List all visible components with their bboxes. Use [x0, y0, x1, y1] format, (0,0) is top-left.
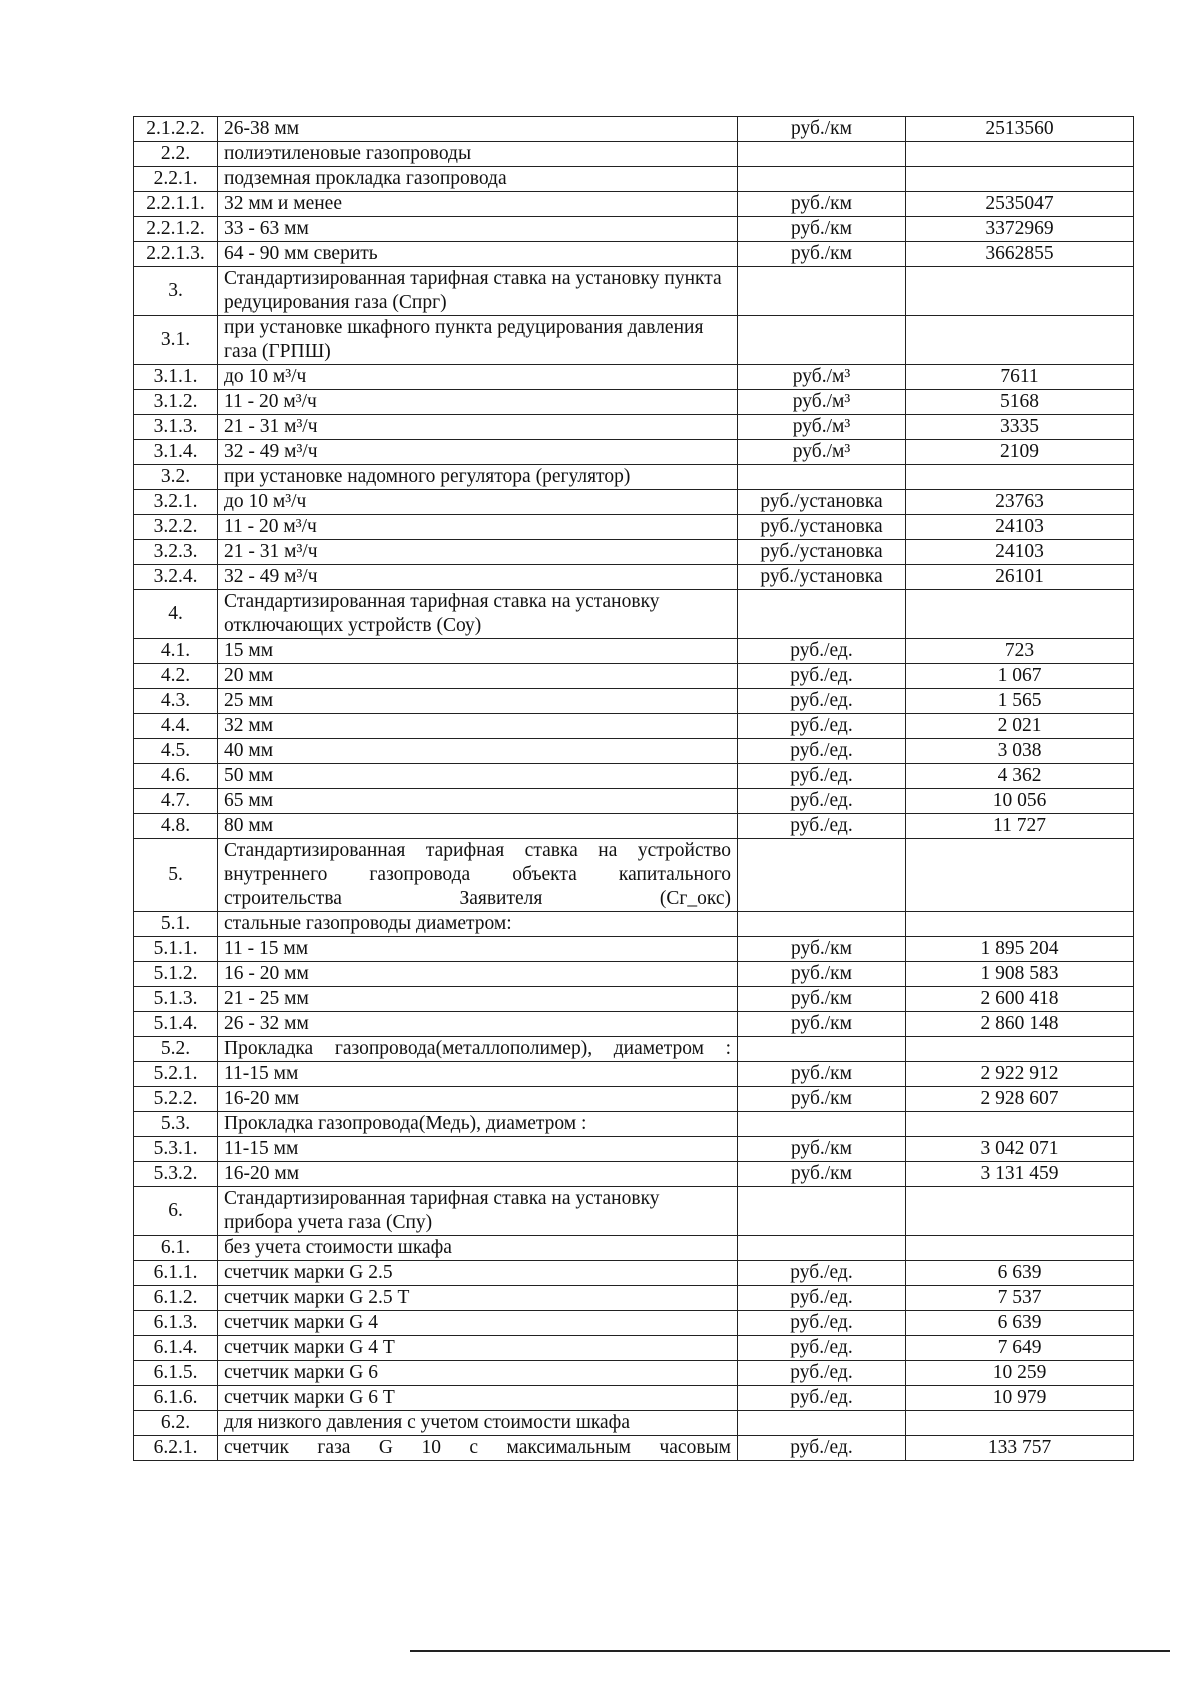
row-name: 33 - 63 мм [218, 217, 738, 242]
row-name: счетчик марки G 2.5 [218, 1261, 738, 1286]
table-row [134, 490, 1134, 515]
row-code: 5.1. [134, 912, 218, 937]
table-row [134, 1062, 1134, 1087]
row-code: 4.6. [134, 764, 218, 789]
row-name: счетчик марки G 6 Т [218, 1386, 738, 1411]
row-value: 3 042 071 [906, 1137, 1134, 1162]
row-name: счетчик газа G 10 с максимальным часовым [218, 1436, 738, 1461]
row-unit: руб./км [738, 962, 906, 987]
table-row [134, 167, 1134, 192]
table-row [134, 1187, 1134, 1236]
row-name: 32 - 49 м³/ч [218, 565, 738, 590]
row-code: 3.2.3. [134, 540, 218, 565]
row-unit [738, 1187, 906, 1236]
table-row [134, 664, 1134, 689]
row-code: 5.2. [134, 1037, 218, 1062]
row-code: 6.1.5. [134, 1361, 218, 1386]
row-value [906, 1187, 1134, 1236]
row-value: 4 362 [906, 764, 1134, 789]
row-name: 11 - 15 мм [218, 937, 738, 962]
row-value: 133 757 [906, 1436, 1134, 1461]
row-code: 2.2.1.1. [134, 192, 218, 217]
row-code: 5.1.2. [134, 962, 218, 987]
row-value: 10 056 [906, 789, 1134, 814]
row-unit: руб./ед. [738, 714, 906, 739]
row-code: 5.3. [134, 1112, 218, 1137]
row-value [906, 1236, 1134, 1261]
row-name: до 10 м³/ч [218, 365, 738, 390]
row-unit: руб./км [738, 1137, 906, 1162]
row-name: счетчик марки G 4 Т [218, 1336, 738, 1361]
row-code: 6.1. [134, 1236, 218, 1261]
table-row [134, 1012, 1134, 1037]
row-value: 7 649 [906, 1336, 1134, 1361]
row-code: 6.1.2. [134, 1286, 218, 1311]
row-unit: руб./м³ [738, 440, 906, 465]
table-row [134, 962, 1134, 987]
row-name: Прокладка газопровода(металлополимер), диаметром : [218, 1037, 738, 1062]
row-unit: руб./км [738, 217, 906, 242]
row-value: 723 [906, 639, 1134, 664]
row-name: 20 мм [218, 664, 738, 689]
row-unit: руб./установка [738, 490, 906, 515]
row-unit: руб./ед. [738, 664, 906, 689]
row-value: 11 727 [906, 814, 1134, 839]
row-value: 6 639 [906, 1311, 1134, 1336]
row-code: 4.3. [134, 689, 218, 714]
row-value: 10 979 [906, 1386, 1134, 1411]
table-row [134, 192, 1134, 217]
table-row [134, 465, 1134, 490]
row-name: 16-20 мм [218, 1162, 738, 1187]
row-value [906, 267, 1134, 316]
row-value: 3 131 459 [906, 1162, 1134, 1187]
row-value [906, 590, 1134, 639]
row-name: 21 - 31 м³/ч [218, 415, 738, 440]
row-unit [738, 590, 906, 639]
row-unit: руб./ед. [738, 764, 906, 789]
table-row [134, 590, 1134, 639]
table-row [134, 789, 1134, 814]
row-code: 6.2. [134, 1411, 218, 1436]
footer-rule [410, 1650, 1170, 1652]
table-row [134, 1361, 1134, 1386]
row-name: 32 мм [218, 714, 738, 739]
row-code: 2.1.2.2. [134, 117, 218, 142]
row-name: Прокладка газопровода(Медь), диаметром : [218, 1112, 738, 1137]
row-unit: руб./установка [738, 565, 906, 590]
row-value: 24103 [906, 515, 1134, 540]
row-unit: руб./ед. [738, 1336, 906, 1361]
row-name: при установке шкафного пункта редуцирования давления газа (ГРПШ) [218, 316, 738, 365]
table-row [134, 987, 1134, 1012]
row-code: 3. [134, 267, 218, 316]
row-unit: руб./км [738, 1012, 906, 1037]
table-row [134, 739, 1134, 764]
row-code: 3.1.1. [134, 365, 218, 390]
row-name: 16 - 20 мм [218, 962, 738, 987]
row-unit: руб./м³ [738, 415, 906, 440]
row-code: 5.1.1. [134, 937, 218, 962]
tariff-table [133, 116, 1134, 1461]
row-name: счетчик марки G 4 [218, 1311, 738, 1336]
row-code: 3.1.3. [134, 415, 218, 440]
table-row [134, 839, 1134, 912]
row-name: 50 мм [218, 764, 738, 789]
row-code: 5.1.4. [134, 1012, 218, 1037]
row-unit [738, 839, 906, 912]
row-code: 3.2.4. [134, 565, 218, 590]
row-code: 6.2.1. [134, 1436, 218, 1461]
row-value: 10 259 [906, 1361, 1134, 1386]
row-code: 6.1.6. [134, 1386, 218, 1411]
row-code: 4.4. [134, 714, 218, 739]
row-unit [738, 142, 906, 167]
row-name: стальные газопроводы диаметром: [218, 912, 738, 937]
table-row [134, 117, 1134, 142]
row-unit: руб./км [738, 242, 906, 267]
row-unit [738, 465, 906, 490]
row-value: 1 895 204 [906, 937, 1134, 962]
row-code: 2.2.1. [134, 167, 218, 192]
row-unit: руб./установка [738, 515, 906, 540]
row-unit: руб./ед. [738, 639, 906, 664]
table-row [134, 1386, 1134, 1411]
row-code: 4.7. [134, 789, 218, 814]
table-row [134, 365, 1134, 390]
row-unit [738, 267, 906, 316]
row-unit: руб./м³ [738, 365, 906, 390]
row-code: 3.1.2. [134, 390, 218, 415]
table-body [134, 117, 1134, 1461]
row-unit: руб./ед. [738, 1361, 906, 1386]
row-name: 21 - 31 м³/ч [218, 540, 738, 565]
row-code: 5. [134, 839, 218, 912]
row-value: 24103 [906, 540, 1134, 565]
table-row [134, 267, 1134, 316]
row-name: 25 мм [218, 689, 738, 714]
table-row [134, 142, 1134, 167]
row-value: 3335 [906, 415, 1134, 440]
row-name: подземная прокладка газопровода [218, 167, 738, 192]
row-name: до 10 м³/ч [218, 490, 738, 515]
row-code: 6.1.4. [134, 1336, 218, 1361]
row-code: 4.2. [134, 664, 218, 689]
row-name: 26 - 32 мм [218, 1012, 738, 1037]
row-unit: руб./ед. [738, 789, 906, 814]
row-unit: руб./км [738, 987, 906, 1012]
row-value [906, 1037, 1134, 1062]
row-value [906, 167, 1134, 192]
row-code: 4. [134, 590, 218, 639]
table-row [134, 1336, 1134, 1361]
row-value [906, 912, 1134, 937]
row-value: 2109 [906, 440, 1134, 465]
row-value: 3372969 [906, 217, 1134, 242]
table-row [134, 1411, 1134, 1436]
row-name: 11 - 20 м³/ч [218, 515, 738, 540]
table-row [134, 689, 1134, 714]
row-code: 3.1.4. [134, 440, 218, 465]
table-row [134, 764, 1134, 789]
row-unit: руб./м³ [738, 390, 906, 415]
row-name: 11-15 мм [218, 1137, 738, 1162]
row-code: 3.2.2. [134, 515, 218, 540]
row-code: 6. [134, 1187, 218, 1236]
row-value: 2513560 [906, 117, 1134, 142]
row-value: 7611 [906, 365, 1134, 390]
table-row [134, 242, 1134, 267]
row-unit: руб./ед. [738, 1436, 906, 1461]
row-value: 2535047 [906, 192, 1134, 217]
row-name: 32 мм и менее [218, 192, 738, 217]
row-value: 1 908 583 [906, 962, 1134, 987]
row-value [906, 839, 1134, 912]
row-unit: руб./ед. [738, 739, 906, 764]
row-value [906, 465, 1134, 490]
row-name: 11 - 20 м³/ч [218, 390, 738, 415]
row-unit: руб./ед. [738, 1311, 906, 1336]
row-value: 2 928 607 [906, 1087, 1134, 1112]
table-row [134, 1436, 1134, 1461]
row-unit: руб./ед. [738, 814, 906, 839]
row-unit: руб./км [738, 1062, 906, 1087]
row-name: для низкого давления с учетом стоимости шкафа [218, 1411, 738, 1436]
row-code: 3.1. [134, 316, 218, 365]
row-value: 6 639 [906, 1261, 1134, 1286]
row-value: 1 565 [906, 689, 1134, 714]
row-value: 1 067 [906, 664, 1134, 689]
table-row [134, 1112, 1134, 1137]
table-row [134, 316, 1134, 365]
row-name: Стандартизированная тарифная ставка на установку прибора учета газа (Спу) [218, 1187, 738, 1236]
row-unit [738, 316, 906, 365]
row-value [906, 316, 1134, 365]
table-row [134, 540, 1134, 565]
row-unit: руб./ед. [738, 689, 906, 714]
table-row [134, 217, 1134, 242]
row-value: 26101 [906, 565, 1134, 590]
table-row [134, 714, 1134, 739]
row-name: Стандартизированная тарифная ставка на устройство внутреннего газопровода объекта капитального строительства Заявителя (Сг_окс) [218, 839, 738, 912]
row-unit [738, 1112, 906, 1137]
row-name: 21 - 25 мм [218, 987, 738, 1012]
table-row [134, 912, 1134, 937]
row-unit: руб./км [738, 117, 906, 142]
row-value: 23763 [906, 490, 1134, 515]
row-name: 80 мм [218, 814, 738, 839]
row-code: 5.1.3. [134, 987, 218, 1012]
row-unit [738, 167, 906, 192]
table-row [134, 1261, 1134, 1286]
row-unit: руб./ед. [738, 1286, 906, 1311]
row-code: 5.2.1. [134, 1062, 218, 1087]
table-row [134, 1162, 1134, 1187]
table-row [134, 440, 1134, 465]
row-name: 11-15 мм [218, 1062, 738, 1087]
row-code: 2.2. [134, 142, 218, 167]
row-value [906, 142, 1134, 167]
row-name: 64 - 90 мм сверить [218, 242, 738, 267]
row-code: 3.2. [134, 465, 218, 490]
row-value: 5168 [906, 390, 1134, 415]
table-row [134, 515, 1134, 540]
row-value: 2 922 912 [906, 1062, 1134, 1087]
table-row [134, 415, 1134, 440]
table-row [134, 565, 1134, 590]
table-row [134, 1236, 1134, 1261]
row-code: 6.1.1. [134, 1261, 218, 1286]
row-name: счетчик марки G 2.5 Т [218, 1286, 738, 1311]
row-unit: руб./ед. [738, 1261, 906, 1286]
row-unit: руб./км [738, 1087, 906, 1112]
row-name: 40 мм [218, 739, 738, 764]
row-code: 4.1. [134, 639, 218, 664]
table-row [134, 1037, 1134, 1062]
row-unit [738, 912, 906, 937]
row-unit [738, 1236, 906, 1261]
row-code: 2.2.1.2. [134, 217, 218, 242]
row-value: 3 038 [906, 739, 1134, 764]
row-name: при установке надомного регулятора (регулятор) [218, 465, 738, 490]
table-row [134, 814, 1134, 839]
row-unit: руб./км [738, 937, 906, 962]
row-code: 5.3.2. [134, 1162, 218, 1187]
row-value: 7 537 [906, 1286, 1134, 1311]
row-code: 3.2.1. [134, 490, 218, 515]
row-value: 2 021 [906, 714, 1134, 739]
row-code: 5.3.1. [134, 1137, 218, 1162]
row-name: 32 - 49 м³/ч [218, 440, 738, 465]
row-name: полиэтиленовые газопроводы [218, 142, 738, 167]
row-name: 16-20 мм [218, 1087, 738, 1112]
row-unit [738, 1411, 906, 1436]
row-unit: руб./ед. [738, 1386, 906, 1411]
row-unit: руб./км [738, 1162, 906, 1187]
row-name: Стандартизированная тарифная ставка на установку пункта редуцирования газа (Спрг) [218, 267, 738, 316]
row-code: 4.5. [134, 739, 218, 764]
row-name: Стандартизированная тарифная ставка на установку отключающих устройств (Соу) [218, 590, 738, 639]
row-value: 3662855 [906, 242, 1134, 267]
row-value: 2 860 148 [906, 1012, 1134, 1037]
table-row [134, 937, 1134, 962]
table-row [134, 1286, 1134, 1311]
row-value: 2 600 418 [906, 987, 1134, 1012]
row-unit: руб./установка [738, 540, 906, 565]
table-row [134, 1137, 1134, 1162]
row-name: 26-38 мм [218, 117, 738, 142]
table-row [134, 639, 1134, 664]
row-value [906, 1112, 1134, 1137]
row-unit: руб./км [738, 192, 906, 217]
row-code: 6.1.3. [134, 1311, 218, 1336]
table-row [134, 1087, 1134, 1112]
row-name: счетчик марки G 6 [218, 1361, 738, 1386]
row-code: 4.8. [134, 814, 218, 839]
row-name: 15 мм [218, 639, 738, 664]
row-code: 5.2.2. [134, 1087, 218, 1112]
row-value [906, 1411, 1134, 1436]
row-name: 65 мм [218, 789, 738, 814]
table-row [134, 1311, 1134, 1336]
row-name: без учета стоимости шкафа [218, 1236, 738, 1261]
row-code: 2.2.1.3. [134, 242, 218, 267]
row-unit [738, 1037, 906, 1062]
table-row [134, 390, 1134, 415]
